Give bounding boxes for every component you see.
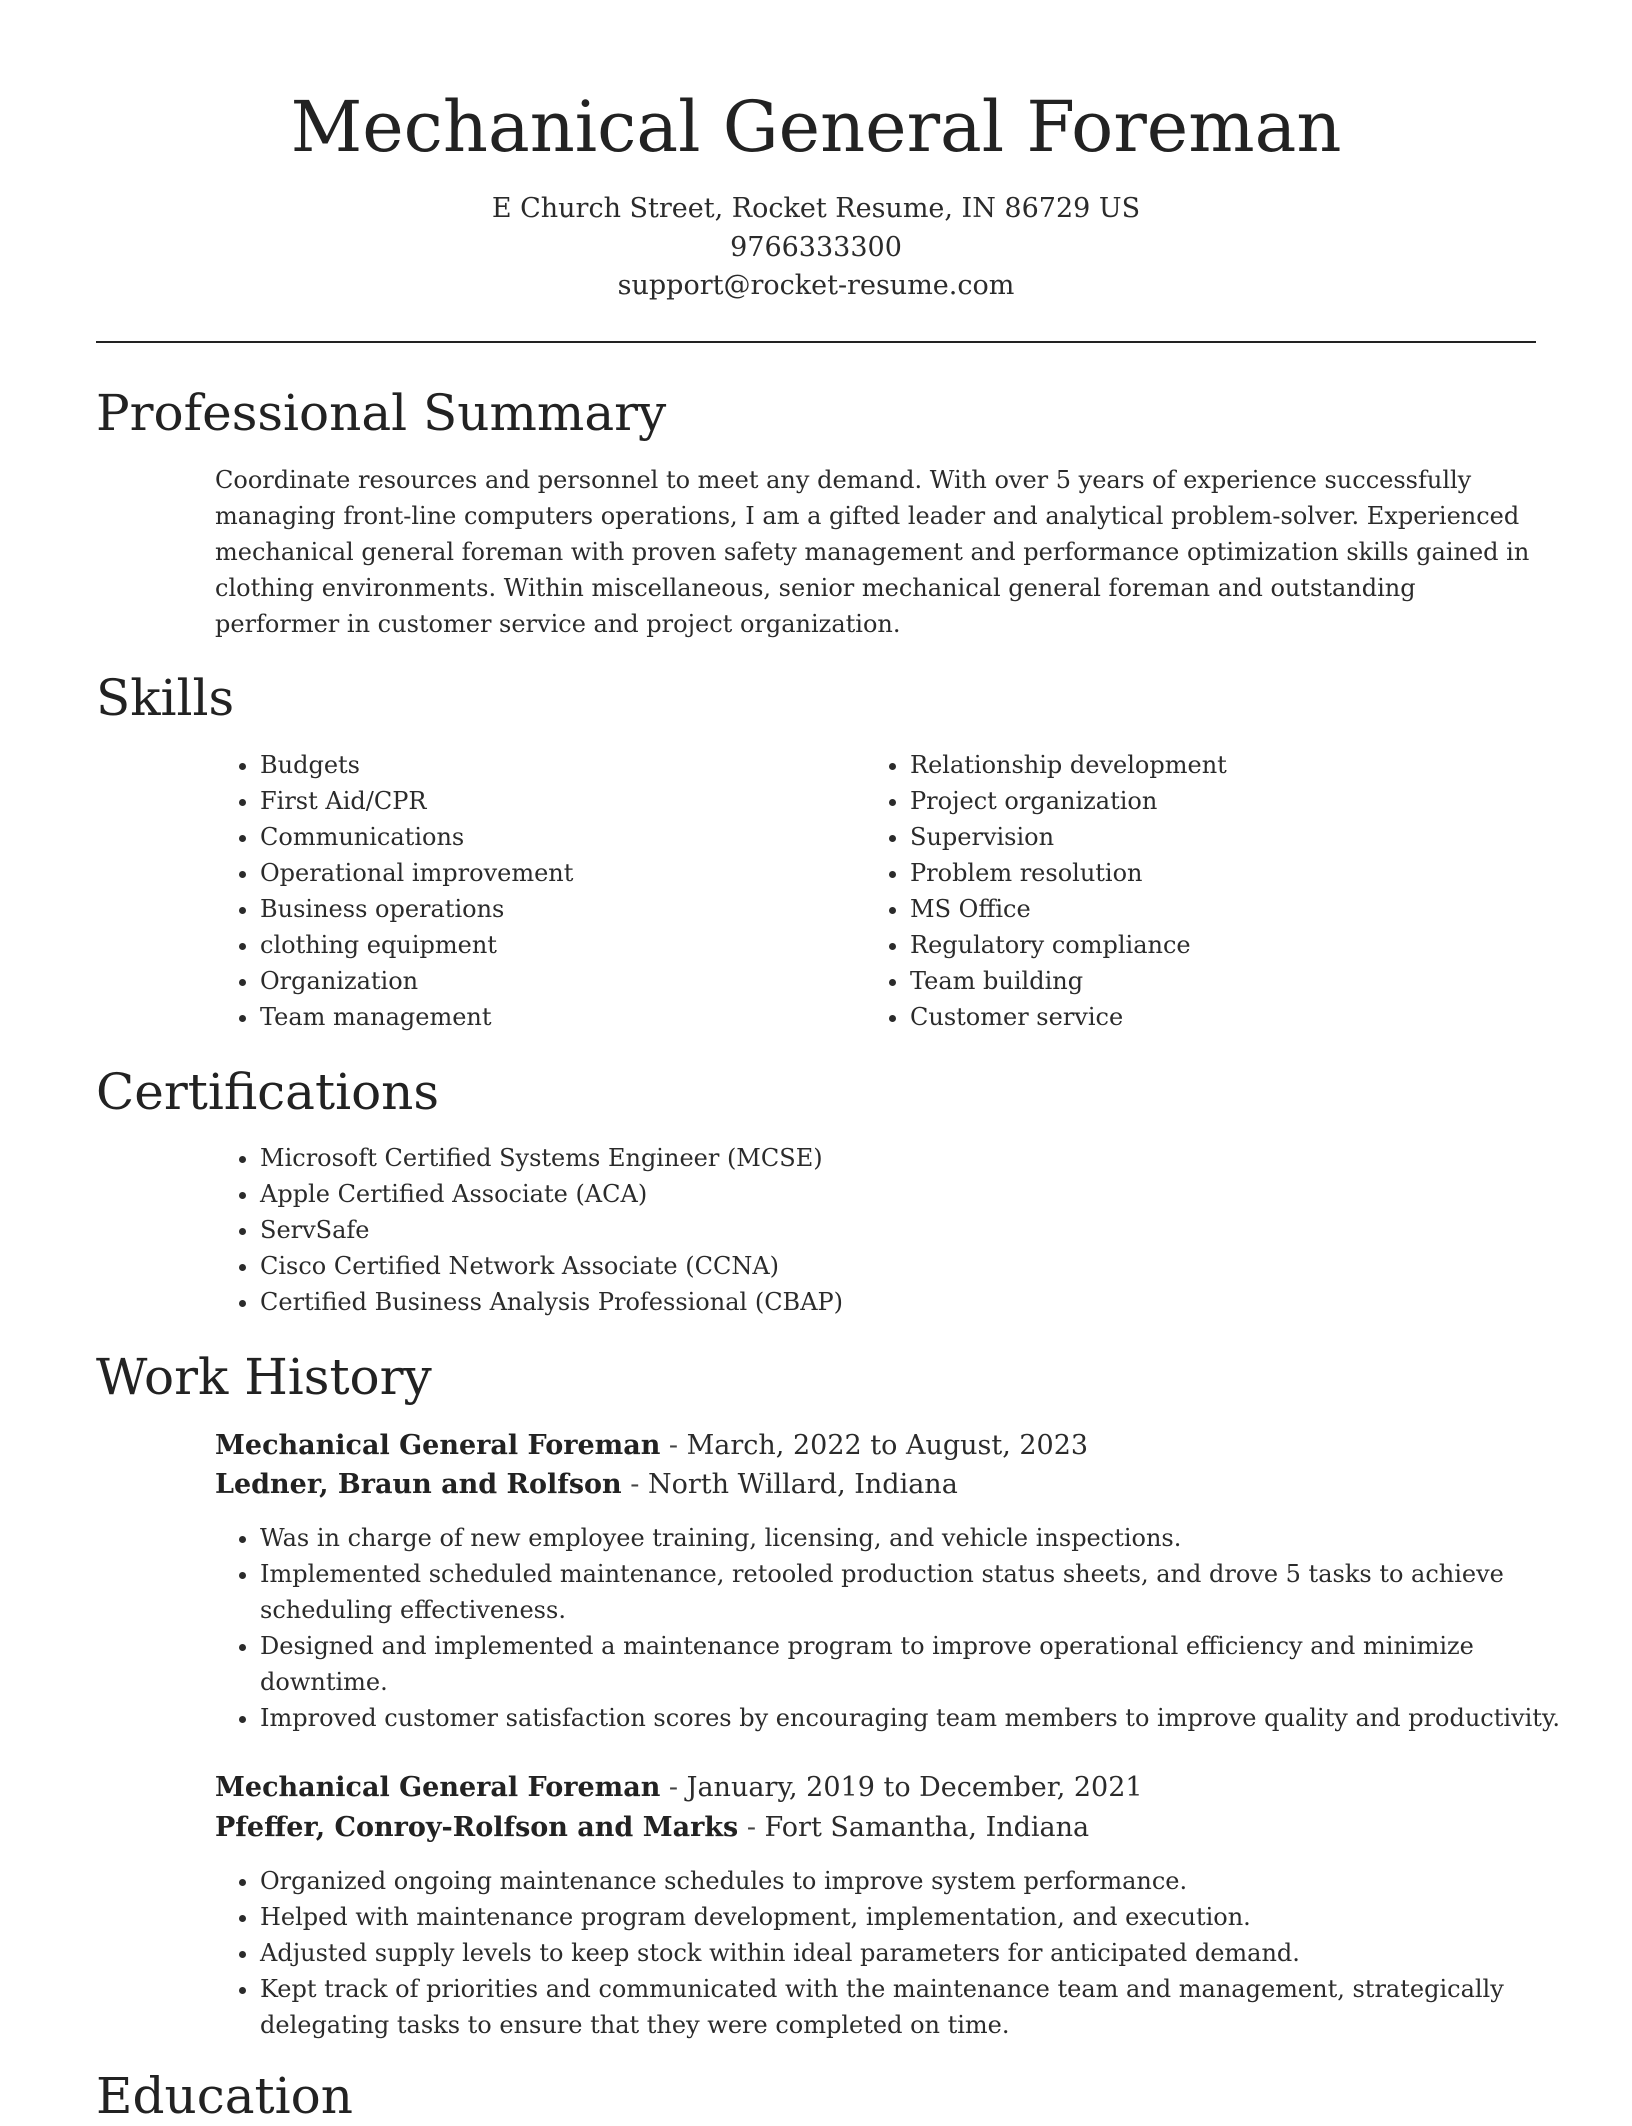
job-duty: • Helped with maintenance program development, implementation, and execution. bbox=[260, 1899, 1580, 1935]
education-heading: Education bbox=[96, 2067, 353, 2125]
header-divider bbox=[96, 341, 1536, 343]
certification-item: • Certified Business Analysis Professional (CBAP) bbox=[260, 1284, 1560, 1320]
certifications-list bbox=[216, 1140, 1560, 1320]
job-duty: • Organized ongoing maintenance schedules to improve system performance. bbox=[260, 1863, 1580, 1899]
job-duties-list bbox=[216, 1863, 1580, 2043]
skill-item: • Organization bbox=[260, 963, 860, 999]
job-dates: January, 2019 to December, 2021 bbox=[686, 1772, 1143, 1803]
separator: - bbox=[660, 1772, 687, 1803]
skill-item: • Team building bbox=[910, 963, 1570, 999]
skill-item: • Communications bbox=[260, 819, 860, 855]
skill-item: • Operational improvement bbox=[260, 855, 860, 891]
contact-info bbox=[0, 190, 1632, 306]
job-dates: March, 2022 to August, 2023 bbox=[686, 1430, 1089, 1461]
skill-item: • clothing equipment bbox=[260, 927, 860, 963]
skill-item: • First Aid/CPR bbox=[260, 783, 860, 819]
summary-heading: Professional Summary bbox=[96, 384, 667, 442]
job-duty: • Designed and implemented a maintenance program to improve operational efficiency and minimize downtime. bbox=[260, 1628, 1580, 1700]
job-duty: • Was in charge of new employee training, licensing, and vehicle inspections. bbox=[260, 1520, 1580, 1556]
job-company-line bbox=[215, 1465, 1535, 1505]
skill-item: • Regulatory compliance bbox=[910, 927, 1570, 963]
skill-item: • Customer service bbox=[910, 999, 1570, 1035]
skill-item: • Team management bbox=[260, 999, 860, 1035]
job-duty: • Kept track of priorities and communicated with the maintenance team and management, strategically delegating tasks to ensure that they were completed on time. bbox=[260, 1971, 1580, 2043]
skill-item: • Supervision bbox=[910, 819, 1570, 855]
skill-item: • Relationship development bbox=[910, 747, 1570, 783]
skills-list-right bbox=[866, 747, 1570, 1035]
job-company-line bbox=[215, 1808, 1535, 1848]
separator: - bbox=[621, 1469, 648, 1500]
job-role: Mechanical General Foreman bbox=[215, 1430, 661, 1461]
skill-item: • MS Office bbox=[910, 891, 1570, 927]
skill-item: • Project organization bbox=[910, 783, 1570, 819]
job-location: North Willard, Indiana bbox=[647, 1469, 958, 1500]
job-location: Fort Samantha, Indiana bbox=[764, 1812, 1090, 1843]
skill-item: • Problem resolution bbox=[910, 855, 1570, 891]
phone: 9766333300 bbox=[730, 231, 902, 263]
certification-item: • Apple Certified Associate (ACA) bbox=[260, 1176, 1560, 1212]
job-duty: • Implemented scheduled maintenance, retooled production status sheets, and drove 5 tasks to achieve scheduling effectiveness. bbox=[260, 1556, 1580, 1628]
skills-list-left bbox=[216, 747, 860, 1035]
job-company: Ledner, Braun and Rolfson bbox=[215, 1469, 622, 1500]
email: support@rocket-resume.com bbox=[617, 270, 1015, 301]
job-duty: • Adjusted supply levels to keep stock within ideal parameters for anticipated demand. bbox=[260, 1935, 1580, 1971]
job-duties-list bbox=[216, 1520, 1580, 1736]
job-company: Pfeffer, Conroy-Rolfson and Marks bbox=[215, 1812, 739, 1843]
summary-text: Coordinate resources and personnel to meet any demand. With over 5 years of experience successfully managing front-line computers operations, I am a gifted leader and analytical problem-solver. Experienced mechanical general foreman with proven safety management and performance optimization skills gained in clothing environments. Within miscellaneous, senior mechanical general foreman and outstanding performer in customer service and project organization. bbox=[215, 466, 1530, 638]
work-history-heading: Work History bbox=[96, 1348, 432, 1406]
skill-item: • Business operations bbox=[260, 891, 860, 927]
certification-item: • Cisco Certified Network Associate (CCNA) bbox=[260, 1248, 1560, 1284]
skills-heading: Skills bbox=[96, 669, 235, 727]
separator: - bbox=[738, 1812, 765, 1843]
address: E Church Street, Rocket Resume, IN 86729 US bbox=[491, 193, 1141, 224]
job-title-line bbox=[215, 1768, 1535, 1808]
job-title-line bbox=[215, 1426, 1535, 1466]
job-role: Mechanical General Foreman bbox=[215, 1772, 661, 1803]
job-duty: • Improved customer satisfaction scores by encouraging team members to improve quality and productivity. bbox=[260, 1700, 1580, 1736]
certification-item: • Microsoft Certified Systems Engineer (MCSE) bbox=[260, 1140, 1560, 1176]
candidate-name: Mechanical General Foreman bbox=[290, 86, 1342, 168]
certification-item: • ServSafe bbox=[260, 1212, 1560, 1248]
separator: - bbox=[660, 1430, 687, 1461]
skill-item: • Budgets bbox=[260, 747, 860, 783]
certifications-heading: Certifications bbox=[96, 1063, 440, 1121]
